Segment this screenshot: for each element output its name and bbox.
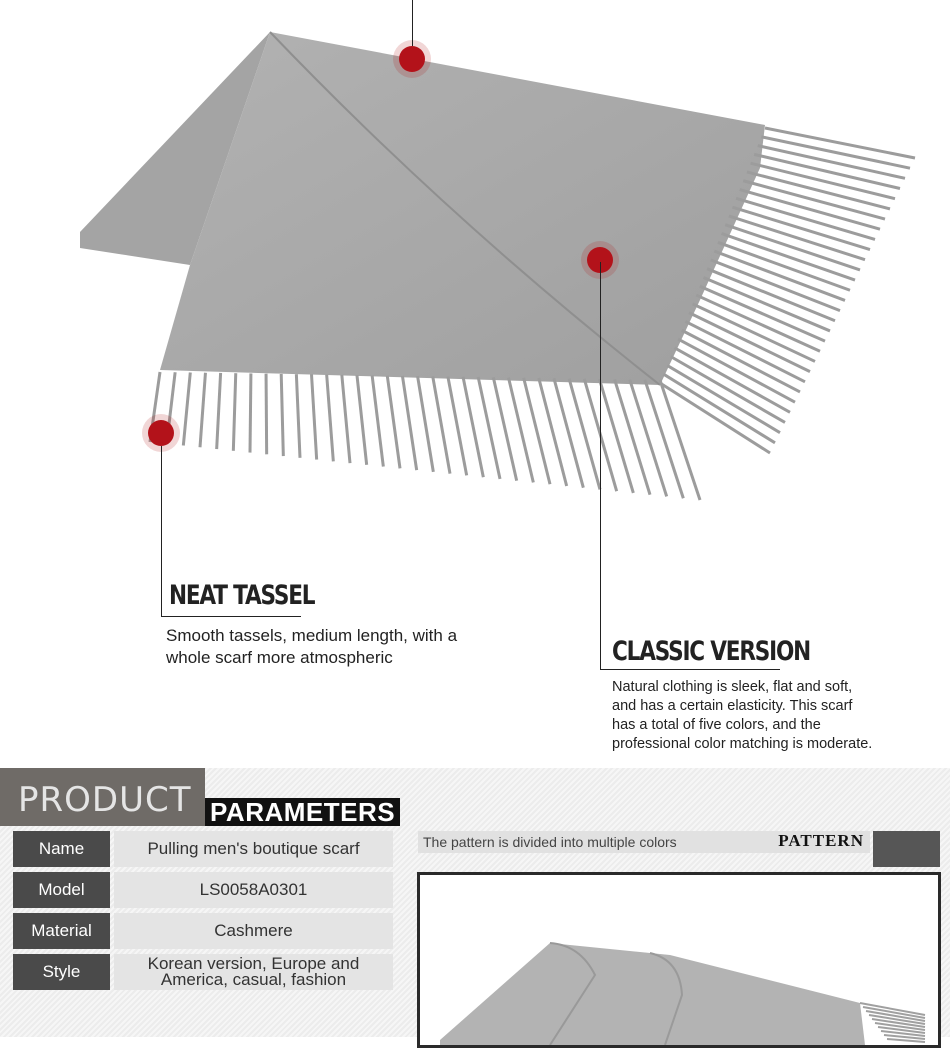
classic-desc-line: and has a certain elasticity. This scarf [612, 698, 853, 714]
param-label: Model [13, 872, 110, 908]
product-heading-box [0, 768, 205, 826]
classic-title: CLASSIC VERSION [612, 636, 811, 667]
param-label: Name [13, 831, 110, 867]
param-value [114, 954, 393, 990]
tassel-desc-line: whole scarf more atmospheric [166, 648, 393, 667]
leader-underline-tassel [161, 616, 301, 617]
leader-underline-classic [600, 669, 780, 670]
classic-desc-line: Natural clothing is sleek, flat and soft, [612, 679, 853, 695]
param-label: Material [13, 913, 110, 949]
leader-line-top [412, 0, 413, 46]
leader-line-classic [600, 262, 601, 669]
product-heading: PRODUCT [18, 780, 192, 820]
parameters-section [0, 768, 950, 1037]
tassel-title: NEAT TASSEL [169, 580, 315, 611]
param-value-line: America, casual, fashion [160, 970, 347, 989]
pattern-image-frame [417, 872, 941, 1048]
tassel-desc-line: Smooth tassels, medium length, with a [166, 626, 458, 645]
leader-line-tassel [161, 446, 162, 616]
pattern-label: PATTERN [778, 831, 864, 850]
parameters-heading: PARAMETERS [205, 798, 400, 826]
pattern-bar [418, 831, 870, 853]
marker-tassel [148, 420, 174, 446]
classic-desc-line: has a total of five colors, and the [612, 717, 821, 733]
pattern-note: The pattern is divided into multiple colors [423, 834, 677, 850]
pattern-scarf-image [420, 875, 938, 1045]
param-label: Style [13, 954, 110, 990]
param-value: Cashmere [114, 913, 393, 949]
classic-description [612, 678, 872, 754]
param-value: LS0058A0301 [114, 872, 393, 908]
pattern-accent-block [873, 831, 940, 867]
classic-desc-line: professional color matching is moderate. [612, 736, 873, 752]
param-value: Pulling men's boutique scarf [114, 831, 393, 867]
marker-top [399, 46, 425, 72]
tassel-description [166, 625, 457, 669]
param-value-line: Korean version, Europe and [147, 954, 360, 973]
